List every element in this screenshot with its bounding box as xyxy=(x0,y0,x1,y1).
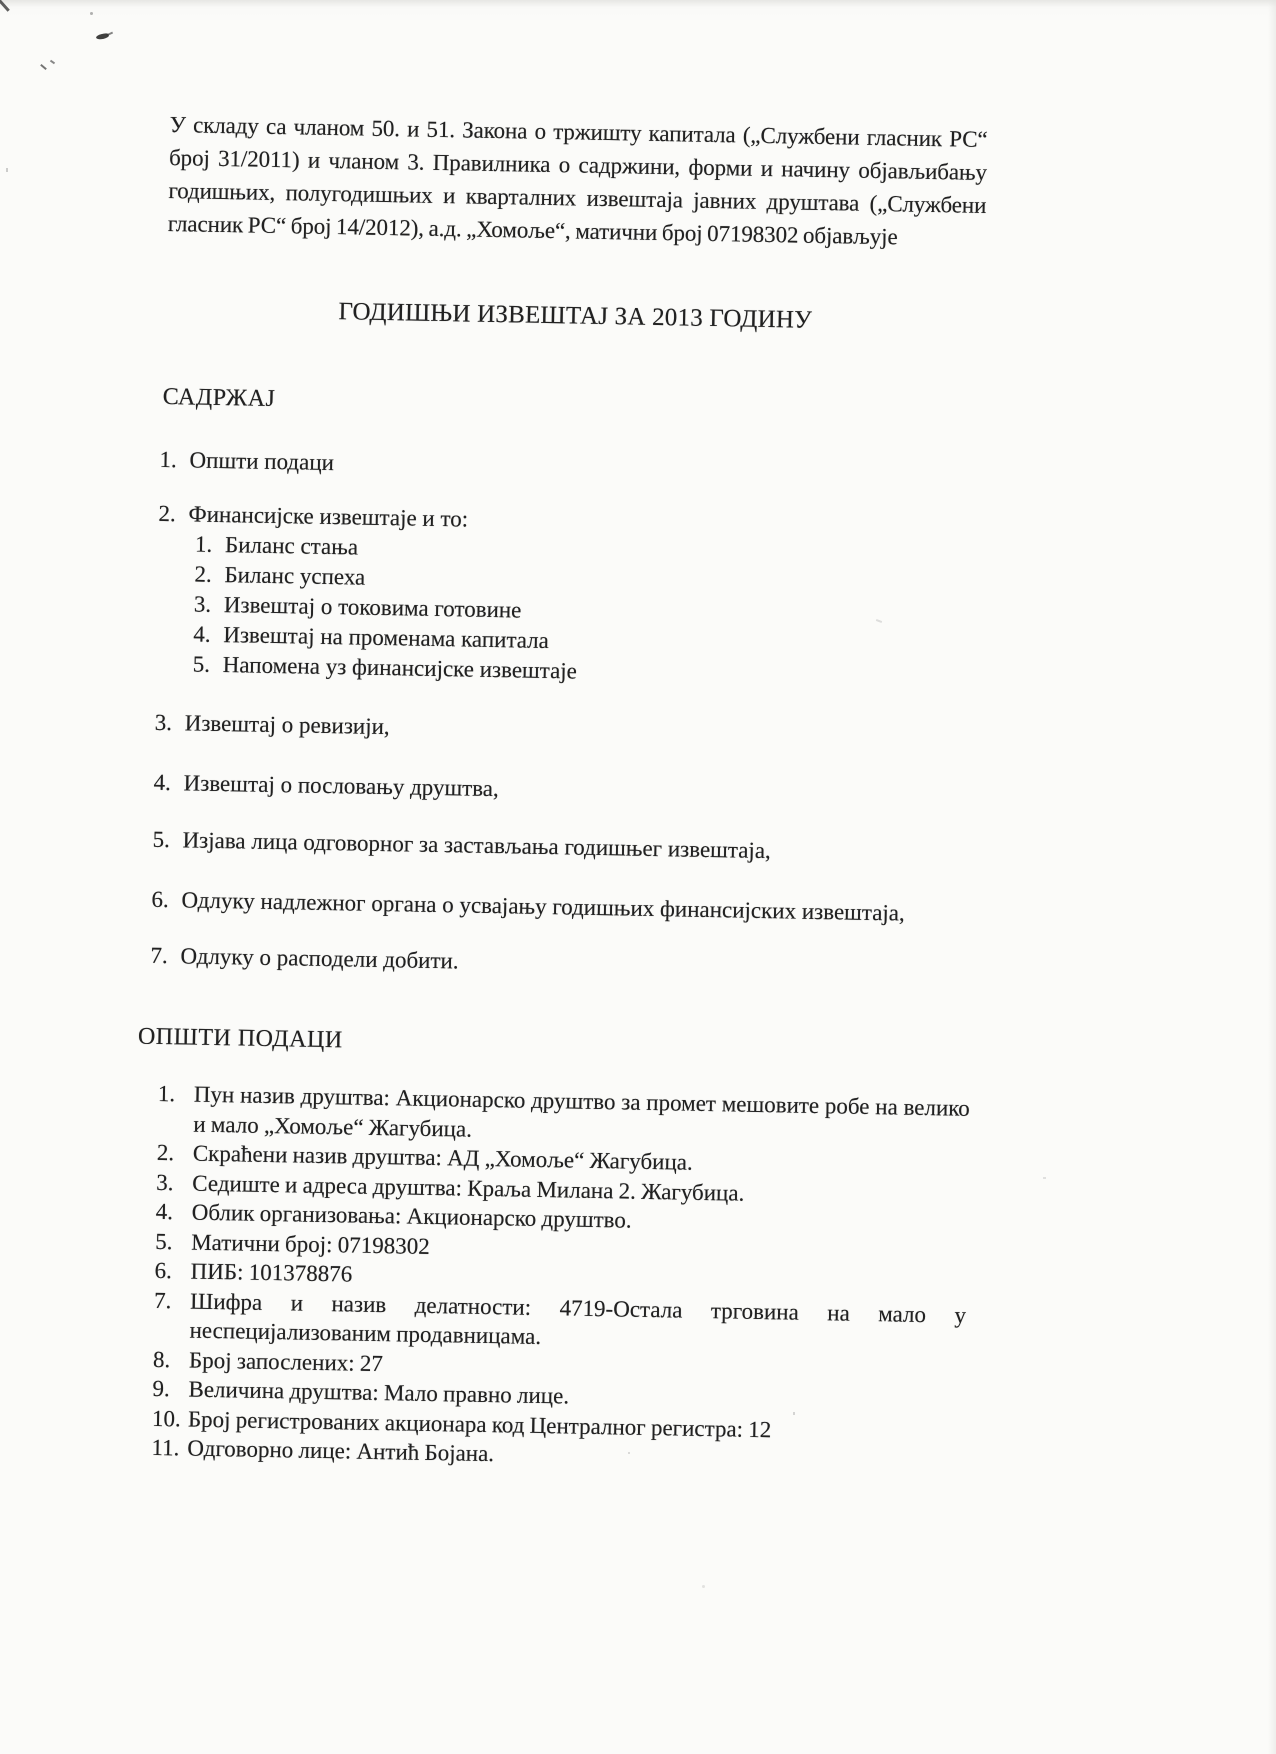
scan-speck xyxy=(90,12,93,15)
item-number: 1. xyxy=(157,1080,176,1107)
item-number: 8. xyxy=(152,1346,171,1372)
toc-item-number: 4. xyxy=(153,769,172,796)
scan-speck xyxy=(702,1585,705,1588)
scan-speck xyxy=(0,0,10,12)
toc-subitem-number: 2. xyxy=(194,561,212,587)
toc-subitem-label: Извештај о токовима готовине xyxy=(223,592,522,623)
item-number: 5. xyxy=(155,1228,173,1254)
toc-item-label: Извештај о пословању друштва, xyxy=(183,770,499,802)
toc-item-label: Одлуку надлежног органа о усвајању годишњих финансијских извештаја, xyxy=(181,887,906,926)
item-text: Седиште и адреса друштва: Краља Милана 2. Жагубица. xyxy=(192,1170,745,1206)
item-text: Број запослених: 27 xyxy=(188,1347,384,1376)
toc-subitem-number: 3. xyxy=(193,591,212,617)
toc-item xyxy=(159,443,981,491)
item-text: Скраћени назив друштва: АД „Хомоље“ Жагубица. xyxy=(192,1140,693,1175)
toc-subitem-number: 5. xyxy=(192,651,211,677)
item-number: 10. xyxy=(151,1405,181,1431)
scan-speck xyxy=(106,32,113,37)
toc-item-label: Одлуку о расподели добити. xyxy=(180,943,459,974)
toc-item xyxy=(154,706,976,754)
toc-item-number: 1. xyxy=(159,446,178,473)
toc-item-label: Финансијске извештаје и то: xyxy=(188,501,469,532)
item-text: Шифра и назив делатности: 4719-Остала трговина на мало у неспецијализованим продавницама. xyxy=(189,1288,967,1350)
scan-speck xyxy=(40,64,47,70)
item-number: 3. xyxy=(156,1169,174,1195)
scanner-edge-shadow-right xyxy=(1268,0,1276,1754)
item-number: 11. xyxy=(151,1434,180,1461)
toc-item xyxy=(150,939,972,987)
document-title: ГОДИШЊИ ИЗВЕШТАЈ ЗА 2013 ГОДИНУ xyxy=(338,298,813,334)
toc-item-number: 2. xyxy=(158,500,177,527)
toc-item-number: 5. xyxy=(152,826,171,853)
toc-item-number: 6. xyxy=(151,886,169,913)
item-text: Матични број: 07198302 xyxy=(191,1229,431,1259)
toc-subitem-label: Извештај на променама капитала xyxy=(223,622,550,654)
toc-heading: САДРЖАЈ xyxy=(162,383,276,412)
item-text: Пун назив друштва: Акционарско друштво за промет мешовите робе на велико и мало „Хомоље“ Жагубица. xyxy=(193,1081,971,1142)
general-data-list xyxy=(151,1079,970,1477)
general-data-heading: ОПШТИ ПОДАЦИ xyxy=(137,1023,343,1054)
toc-subitem-number: 4. xyxy=(193,621,211,647)
toc-item-number: 3. xyxy=(154,709,173,736)
item-number: 2. xyxy=(156,1139,175,1166)
item-number: 9. xyxy=(152,1375,171,1402)
scanner-edge-shadow xyxy=(0,0,1276,16)
toc-item xyxy=(152,823,974,871)
toc-item-label: Општи подаци xyxy=(189,447,335,476)
item-text: Одговорно лице: Антић Бојана. xyxy=(187,1435,495,1467)
toc-item xyxy=(151,883,973,931)
scan-speck xyxy=(50,60,55,65)
toc-sublist xyxy=(193,530,981,694)
item-number: 7. xyxy=(153,1287,172,1313)
toc-item-number: 7. xyxy=(150,942,168,969)
item-number: 4. xyxy=(155,1198,174,1225)
toc-subitem-label: Биланс успеха xyxy=(224,562,366,590)
item-text: Величина друштва: Мало правно лице. xyxy=(188,1376,570,1409)
item-text: Облик организовања: Акционарско друштво. xyxy=(191,1199,632,1233)
item-text: Број регистрованих акционара код Централног регистра: 12 xyxy=(187,1406,772,1442)
toc-subitem-number: 1. xyxy=(194,531,213,557)
item-text: ПИБ: 101378876 xyxy=(190,1258,353,1287)
toc-item-label: Изјава лица одговорног за застављања годишњег извештаја, xyxy=(182,827,772,864)
item-number: 6. xyxy=(154,1257,173,1284)
scan-speck xyxy=(1043,1177,1046,1179)
toc-item xyxy=(153,766,975,814)
toc-subitem-label: Напомена уз финансијске извештаје xyxy=(222,652,578,684)
toc-item-label: Извештај о ревизији, xyxy=(184,710,390,740)
toc-subitem-label: Биланс стања xyxy=(224,532,359,560)
scan-speck xyxy=(96,33,110,41)
document-body xyxy=(137,108,988,1477)
intro-paragraph: У складу са чланом 50. и 51. Закона о тржишту капитала („Службени гласник РС“ број 31/2011) и чланом 3. Правилника о садржини, форми и начину објављибању годишњих, полугодишњих и кварталних извештаја јавних друштава („Службени гласник РС“ број 14/2012), а.д. „Хомоље“, матични број 07198302 објављује xyxy=(167,111,988,250)
scan-speck xyxy=(6,168,8,172)
